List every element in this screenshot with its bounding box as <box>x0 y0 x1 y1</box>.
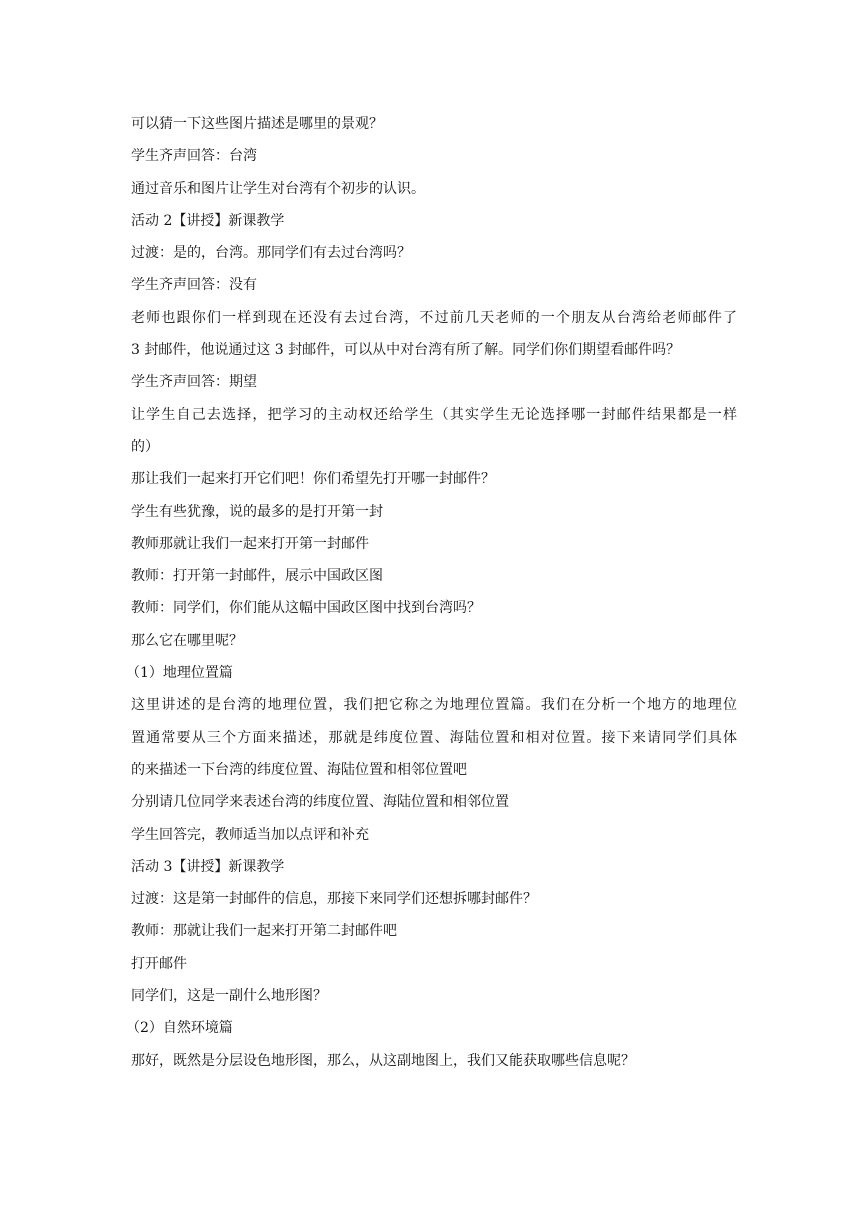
text-line: 教师：那就让我们一起来打开第二封邮件吧 <box>131 923 397 940</box>
text-line: 置通常要从三个方面来描述，那就是纬度位置、海陆位置和相对位置。接下来请同学们具体 <box>131 729 737 746</box>
text-line: 学生齐声回答：没有 <box>131 277 257 294</box>
text-line: 打开邮件 <box>131 955 187 972</box>
text-line: 那让我们一起来打开它们吧！你们希望先打开哪一封邮件？ <box>131 471 495 488</box>
text-line: 可以猜一下这些图片描述是哪里的景观？ <box>131 116 383 132</box>
section-heading: （2）自然环境篇 <box>126 1020 233 1037</box>
text-line: 那么它在哪里呢？ <box>131 632 243 649</box>
document-body <box>126 108 737 1077</box>
text-line: 这里讲述的是台湾的地理位置，我们把它称之为地理位置篇。我们在分析一个地方的地理位 <box>131 697 737 714</box>
text-line: 同学们，这是一副什么地形图？ <box>131 988 327 1005</box>
section-heading: （1）地理位置篇 <box>126 665 233 682</box>
text-line: 教师：同学们，你们能从这幅中国政区图中找到台湾吗？ <box>131 600 481 617</box>
text-line: 那好，既然是分层设色地形图，那么，从这副地图上，我们又能获取哪些信息呢？ <box>131 1052 635 1069</box>
text-line: 3 封邮件，他说通过这 3 封邮件，可以从中对台湾有所了解。同学们你们期望看邮件吗？ <box>131 342 681 359</box>
text-line: 学生齐声回答：期望 <box>131 374 257 391</box>
text-line: 通过音乐和图片让学生对台湾有个初步的认识。 <box>131 180 425 197</box>
text-line: 的） <box>131 438 159 455</box>
text-line: 老师也跟你们一样到现在还没有去过台湾，不过前几天老师的一个朋友从台湾给老师邮件了 <box>131 309 737 326</box>
text-line: 过渡：这是第一封邮件的信息，那接下来同学们还想拆哪封邮件？ <box>131 891 537 908</box>
text-line: 分别请几位同学来表述台湾的纬度位置、海陆位置和相邻位置 <box>131 794 509 811</box>
text-line: 学生齐声回答：台湾 <box>131 148 257 165</box>
activity-heading: 活动 2【讲授】新课教学 <box>131 212 285 229</box>
text-line: 的来描述一下台湾的纬度位置、海陆位置和相邻位置吧 <box>131 761 467 778</box>
text-line: 教师：打开第一封邮件，展示中国政区图 <box>131 568 383 585</box>
activity-heading: 活动 3【讲授】新课教学 <box>131 858 285 875</box>
text-line: 让学生自己去选择，把学习的主动权还给学生（其实学生无论选择哪一封邮件结果都是一样 <box>131 406 737 423</box>
text-line: 过渡：是的，台湾。那同学们有去过台湾吗？ <box>131 245 411 262</box>
text-line: 教师那就让我们一起来打开第一封邮件 <box>131 535 369 552</box>
text-line: 学生有些犹豫，说的最多的是打开第一封 <box>131 503 383 520</box>
text-line: 学生回答完，教师适当加以点评和补充 <box>131 826 369 843</box>
